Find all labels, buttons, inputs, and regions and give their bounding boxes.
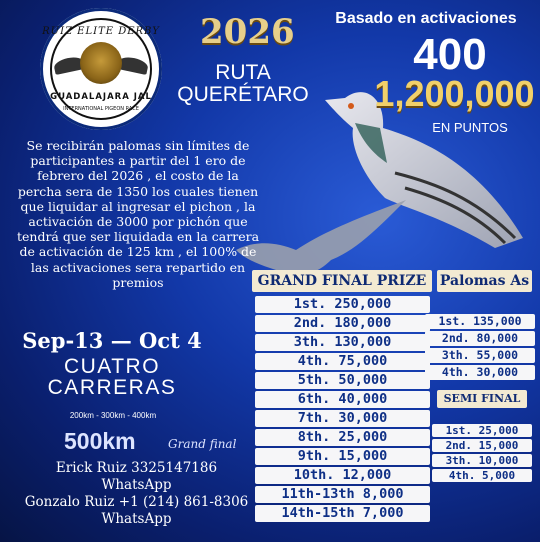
contact-line1: Erick Ruiz 3325147186 (55, 460, 218, 476)
final-distance: 500km (64, 428, 136, 454)
club-logo (40, 8, 162, 130)
prize-item: 2nd. 80,000 (425, 331, 535, 346)
prize-item: 2nd. 180,000 (255, 315, 430, 332)
prize-item: 4th. 75,000 (255, 353, 430, 370)
prize-item: 11th-13th 8,000 (255, 486, 430, 503)
prize-item: 3th. 130,000 (255, 334, 430, 351)
semi-final-header: SEMI FINAL (437, 390, 527, 408)
contact-line3: Gonzalo Ruiz +1 (214) 861-8306 (24, 494, 249, 510)
prize-item: 8th. 25,000 (255, 429, 430, 446)
prize-item: 4th. 30,000 (425, 365, 535, 380)
route-title (168, 62, 318, 106)
prize-item: 1st. 25,000 (432, 424, 532, 437)
logo-bottom-text: GUADALAJARA JAL (50, 92, 152, 102)
lion-icon (80, 42, 122, 84)
logo-top-text: RUIZ ELITE DERBY (42, 26, 160, 37)
prize-item: 9th. 15,000 (255, 448, 430, 465)
prize-item: 2nd. 15,000 (432, 439, 532, 452)
race-count (22, 356, 202, 398)
route-line2: QUERÉTARO (177, 83, 309, 106)
prize-item: 4th. 5,000 (432, 469, 532, 482)
grand-final-prize-list (255, 296, 430, 524)
activations-count: 400 (413, 30, 487, 79)
prize-item: 1st. 135,000 (425, 314, 535, 329)
contact-line4: WhatsApp (101, 511, 172, 527)
palomas-as-prize-list (425, 314, 535, 382)
grand-final-label: Grand final (168, 437, 237, 451)
points-label: EN PUNTOS (432, 120, 508, 135)
race-count-line2: CARRERAS (47, 376, 177, 399)
race-dates: Sep-13 — Oct 4 (22, 328, 202, 353)
contact-info (14, 460, 259, 528)
palomas-as-header: Palomas As (437, 270, 532, 292)
prize-item: 3th. 10,000 (432, 454, 532, 467)
contact-line2: WhatsApp (101, 477, 172, 493)
prize-item: 3th. 55,000 (425, 348, 535, 363)
prize-item: 6th. 40,000 (255, 391, 430, 408)
prize-item: 14th-15th 7,000 (255, 505, 430, 522)
prize-item: 1st. 250,000 (255, 296, 430, 313)
race-count-line1: CUATRO (63, 355, 161, 378)
basado-text: Basado en activaciones (335, 10, 517, 27)
prize-item: 5th. 50,000 (255, 372, 430, 389)
grand-final-header: GRAND FINAL PRIZE (252, 270, 432, 292)
route-line1: RUTA (215, 61, 271, 84)
race-distances: 200km - 300km - 400km (69, 411, 157, 420)
semi-final-prize-list (432, 424, 532, 484)
year-title: 2026 (200, 12, 295, 52)
prize-item: 10th. 12,000 (255, 467, 430, 484)
logo-small-text: INTERNATIONAL PIGEON RACE (63, 106, 139, 112)
prize-item: 7th. 30,000 (255, 410, 430, 427)
description-text: Se recibirán palomas sin límites de participantes a partir del 1 ero de febrero del 2026 , el costo de la percha sera de 1350 los cuales tienen que liquidar al ingresar el pichon , la activación de 3000 por pichón que tendrá que ser liquidada en la carrera de activación de 125 km , el 100% de las activaciones sera repartido en premios (16, 138, 260, 290)
points-total: 1,200,000 (374, 73, 535, 114)
